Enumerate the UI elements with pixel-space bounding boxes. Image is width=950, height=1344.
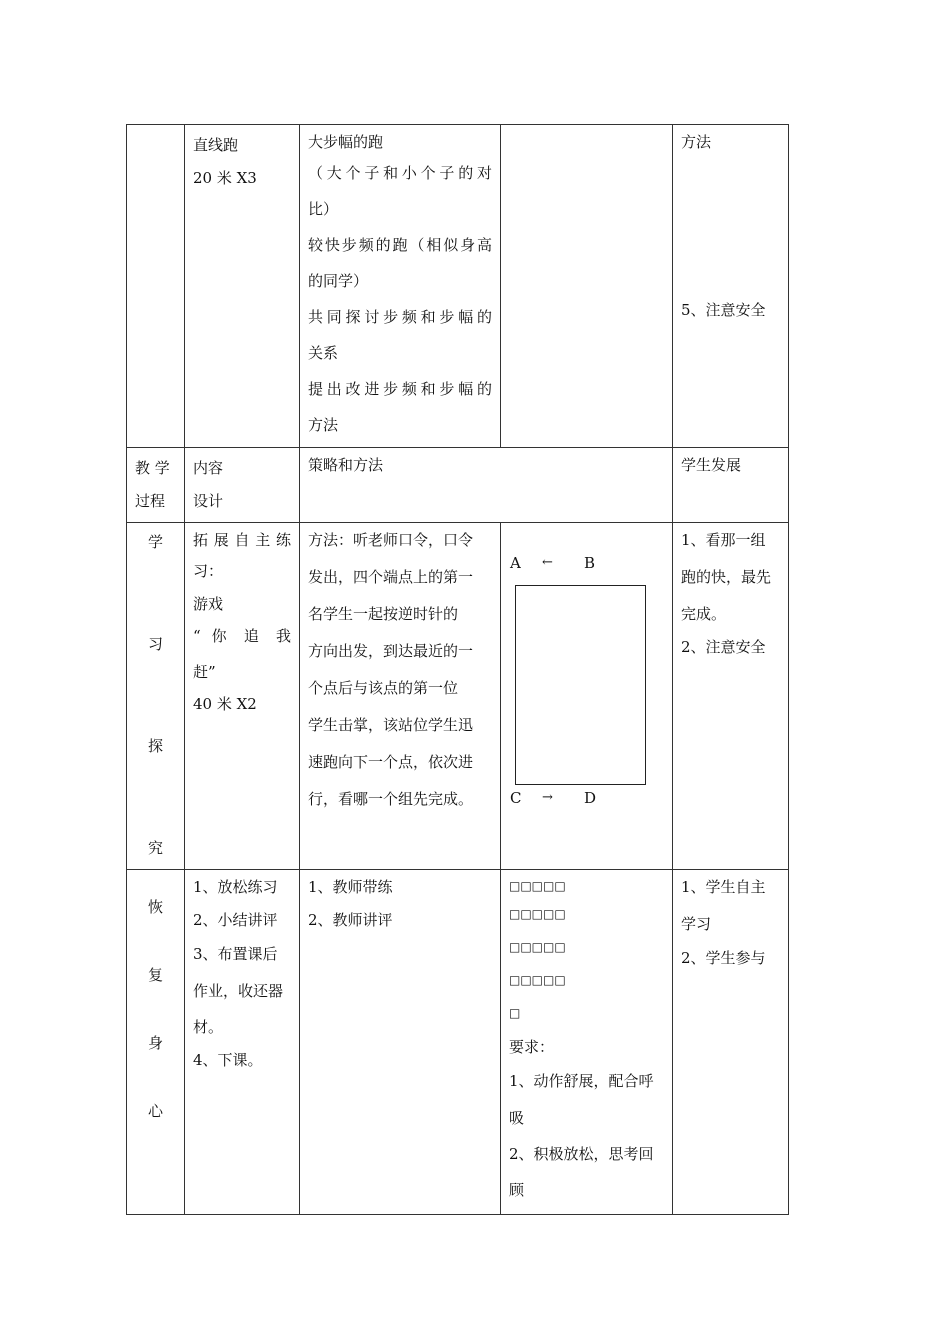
side-char: 究 xyxy=(147,839,163,857)
running-route-diagram xyxy=(501,523,672,823)
content-cell xyxy=(185,125,300,448)
strategy-line: 提出改进步频和步幅的 xyxy=(308,380,492,398)
strategy-cell xyxy=(300,870,501,1215)
development-line: 1、看那一组 xyxy=(681,531,766,549)
placeholder-glyphs xyxy=(509,874,664,1030)
strategy-line: 2、教师讲评 xyxy=(308,911,393,929)
strategy-line: 关系 xyxy=(308,344,339,362)
table-row xyxy=(127,125,789,448)
table-header-row xyxy=(127,448,789,523)
content-cell xyxy=(185,523,300,870)
strategy-line: 学生击掌，该站位学生迅 xyxy=(308,716,474,734)
content-line: 拓 展 自 主 练 xyxy=(193,531,291,549)
content-line: 1、放松练习 xyxy=(193,878,278,896)
development-line: 方法 xyxy=(681,133,712,151)
table-row xyxy=(127,870,789,1215)
glyph-line: □ xyxy=(509,1006,521,1020)
strategy-line: 速跑向下一个点，依次进 xyxy=(308,753,474,771)
strategy-line: 1、教师带练 xyxy=(308,878,393,896)
header-content xyxy=(185,448,300,523)
content-cell xyxy=(185,870,300,1215)
strategy-line: 比） xyxy=(308,200,339,218)
development-cell xyxy=(673,125,789,448)
header-line: 学生发展 xyxy=(681,456,742,474)
strategy-line: （大个子和小个子的对 xyxy=(308,164,492,182)
side-char: 心 xyxy=(147,1102,163,1120)
header-line: 内容 xyxy=(193,459,224,477)
development-line: 1、学生自主 xyxy=(681,878,766,896)
requirement-line: 吸 xyxy=(509,1109,525,1127)
strategy-line: 的同学） xyxy=(308,272,369,290)
header-process xyxy=(127,448,185,523)
track-rectangle xyxy=(515,585,646,785)
content-line: 2、小结讲评 xyxy=(193,911,278,929)
development-cell xyxy=(673,523,789,870)
point-b-label: B xyxy=(584,554,596,572)
header-line: 教 学 xyxy=(135,459,170,477)
content-line: 材。 xyxy=(193,1018,224,1036)
strategy-cell xyxy=(300,523,501,870)
development-line: 学习 xyxy=(681,915,712,933)
point-c-label: C xyxy=(510,789,522,807)
glyph-line: □□□□□ xyxy=(509,879,566,893)
content-line: 游戏 xyxy=(193,595,224,613)
content-line: 作业，收还器 xyxy=(193,982,284,1000)
table-row xyxy=(127,523,789,870)
strategy-line: 方向出发，到达最近的一 xyxy=(308,642,474,660)
point-a-label: A xyxy=(510,554,521,572)
development-line: 2、注意安全 xyxy=(681,638,766,656)
content-line: 4、下课。 xyxy=(193,1051,263,1069)
strategy-line: 个点后与该点的第一位 xyxy=(308,679,459,697)
content-line: 3、布置课后 xyxy=(193,945,278,963)
requirement-line: 要求： xyxy=(509,1038,555,1056)
side-char: 身 xyxy=(147,1034,163,1052)
content-line: 习： xyxy=(193,562,224,580)
strategy-cell xyxy=(300,125,501,448)
strategy-line: 方法 xyxy=(308,416,339,434)
strategy-line: 大步幅的跑 xyxy=(308,133,384,151)
cell-empty xyxy=(127,125,185,448)
strategy-line: 较快步频的跑（相似身高 xyxy=(308,236,492,254)
content-line: “ 你 追 我 xyxy=(193,627,291,645)
development-cell xyxy=(673,870,789,1215)
strategy-line: 发出，四个端点上的第一 xyxy=(308,568,474,586)
requirement-line: 1、动作舒展，配合呼 xyxy=(509,1072,654,1090)
diagram-cell xyxy=(501,523,673,870)
side-char: 恢 xyxy=(147,898,163,916)
development-line: 2、学生参与 xyxy=(681,949,766,967)
section-label-explore xyxy=(127,523,185,870)
development-line: 跑的快，最先 xyxy=(681,568,772,586)
strategy-line: 共同探讨步频和步幅的 xyxy=(308,308,492,326)
cell-empty xyxy=(501,125,673,448)
requirements-cell xyxy=(501,870,673,1215)
glyph-line: □□□□□ xyxy=(509,973,566,987)
glyph-line: □□□□□ xyxy=(509,940,566,954)
content-line: 40 米 X2 xyxy=(193,695,257,713)
header-line: 策略和方法 xyxy=(308,456,384,474)
development-line: 5、注意安全 xyxy=(681,301,766,319)
content-line: 直线跑 xyxy=(193,136,239,154)
header-development xyxy=(673,448,789,523)
strategy-line: 方法：听老师口令，口令 xyxy=(308,531,474,549)
header-line: 设计 xyxy=(193,492,224,510)
requirement-line: 顾 xyxy=(509,1181,525,1199)
strategy-line: 行，看哪一个组先完成。 xyxy=(308,790,474,808)
point-d-label: D xyxy=(584,789,597,807)
side-char: 探 xyxy=(147,737,163,755)
arrow-right-icon: → xyxy=(542,790,553,805)
glyph-line: □□□□□ xyxy=(509,907,566,921)
side-char: 复 xyxy=(147,966,163,984)
content-line: 赶” xyxy=(193,663,216,681)
section-label-recover xyxy=(127,870,185,1215)
side-char: 习 xyxy=(147,635,163,653)
header-line: 过程 xyxy=(135,492,166,510)
content-line: 20 米 X3 xyxy=(193,169,257,187)
development-line: 完成。 xyxy=(681,605,727,623)
header-strategy xyxy=(300,448,673,523)
requirement-line: 2、积极放松，思考回 xyxy=(509,1145,654,1163)
lesson-plan-table xyxy=(126,124,789,1215)
strategy-line: 名学生一起按逆时针的 xyxy=(308,605,459,623)
arrow-left-icon: ← xyxy=(542,555,553,570)
side-char: 学 xyxy=(147,533,163,551)
